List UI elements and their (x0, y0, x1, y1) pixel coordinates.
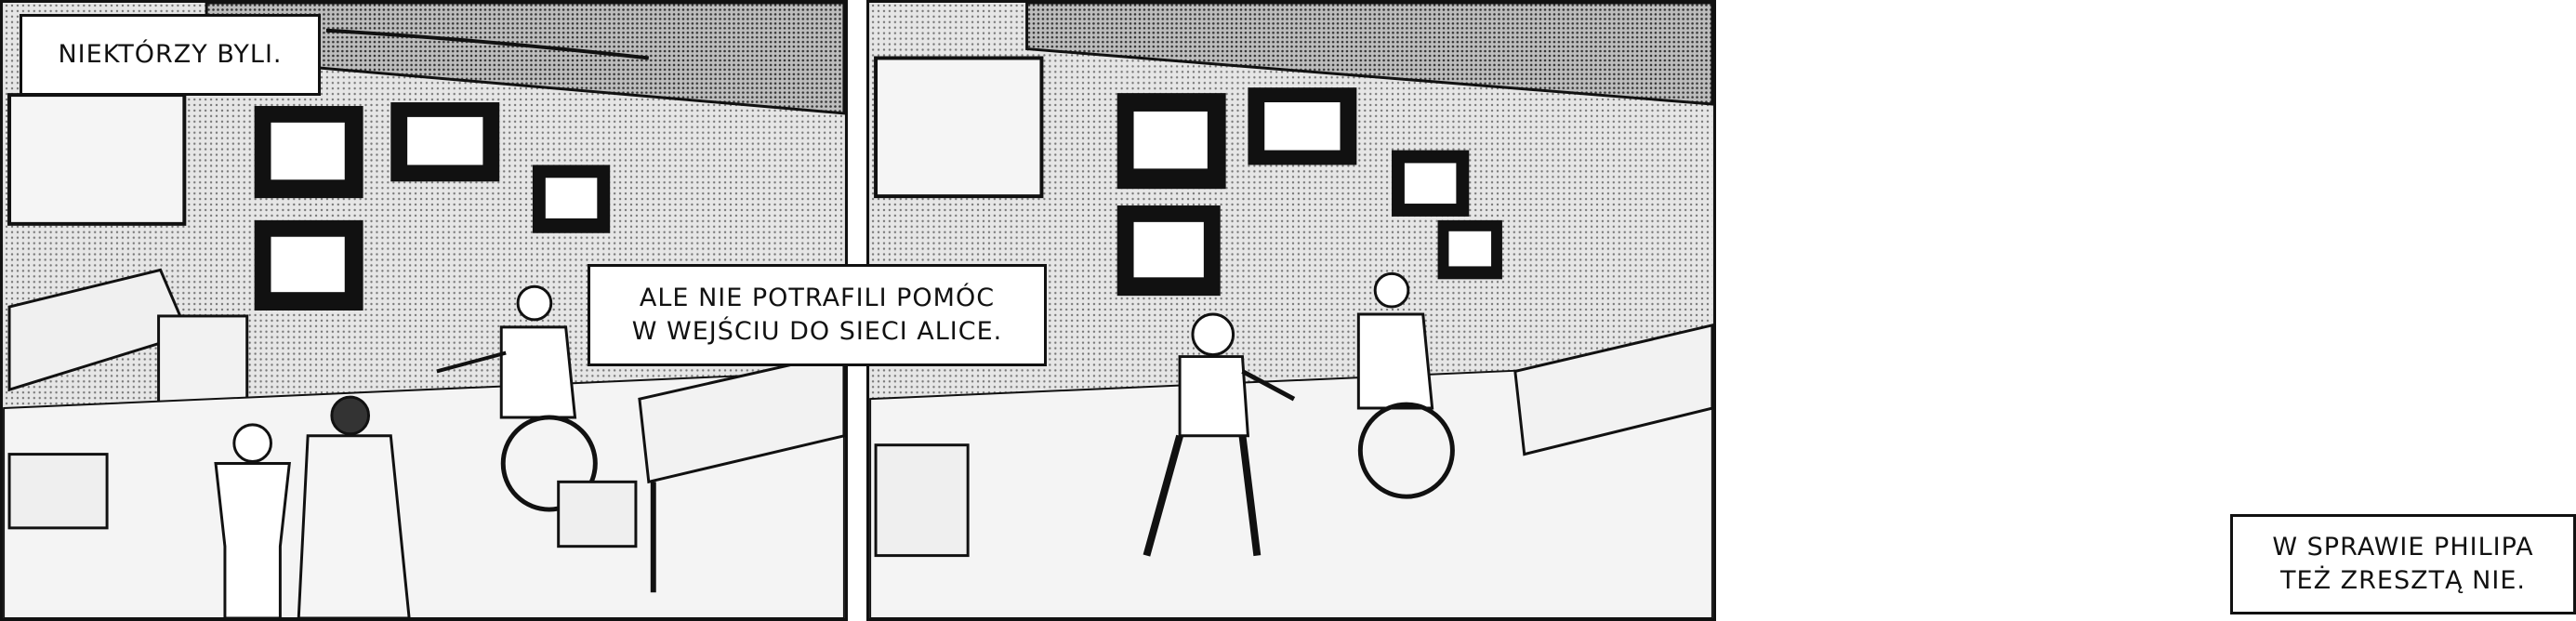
caption-line-2: TEŻ ZRESZTĄ NIE. (2280, 566, 2526, 595)
caption-line-1: ALE NIE POTRAFILI POMÓC (639, 284, 996, 312)
caption-text: NIEKTÓRZY BYLI. (58, 40, 283, 69)
narration-caption-3 (2230, 514, 2576, 614)
narration-caption-2 (588, 264, 1047, 366)
narration-caption-1 (20, 14, 321, 96)
caption-line-1: W SPRAWIE PHILIPA (2272, 533, 2534, 562)
caption-line-2: W WEJŚCIU DO SIECI ALICE. (631, 317, 1003, 346)
